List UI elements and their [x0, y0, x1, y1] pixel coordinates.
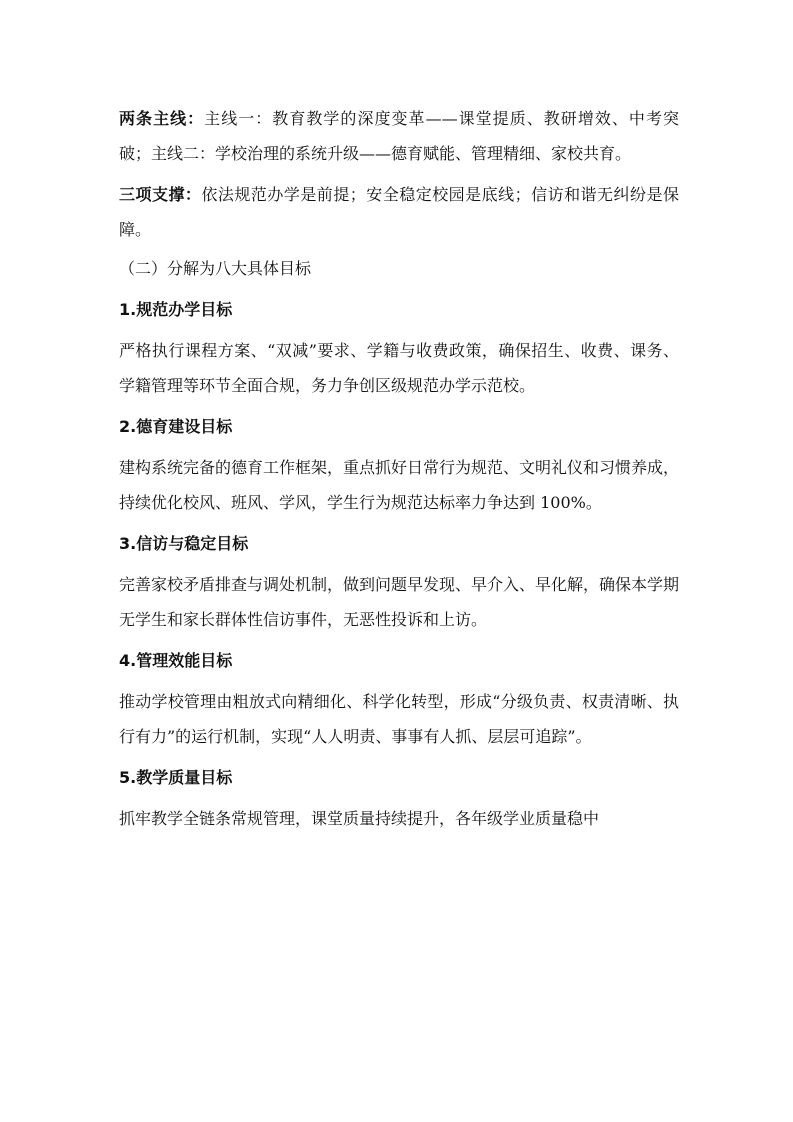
main-lines-lead: 两条主线： — [119, 109, 205, 128]
supports-text: 依法规范办学是前提；安全稳定校园是底线；信访和谐无纠纷是保障。 — [119, 185, 679, 239]
supports-paragraph — [119, 177, 679, 247]
goal-1-text: 严格执行课程方案、“双减”要求、学籍与收费政策，确保招生、收费、课务、学籍管理等环节全面合规，务力争创区级规范办学示范校。 — [119, 341, 679, 395]
goal-5-heading: 5.教学质量目标 — [119, 768, 233, 787]
goal-5-text: 抓牢教学全链条常规管理，课堂质量持续提升，各年级学业质量稳中 — [119, 809, 600, 828]
goal-4-text: 推动学校管理由粗放式向精细化、科学化转型，形成“分级负责、权责清晰、执行有力”的运行机制，实现“人人明责、事事有人抓、层层可追踪”。 — [119, 692, 679, 746]
document-body — [119, 101, 679, 836]
section-subheading: （二）分解为八大具体目标 — [119, 259, 312, 278]
goal-3-text: 完善家校矛盾排查与调处机制，做到问题早发现、早介入、早化解，确保本学期无学生和家长群体性信访事件，无恶性投诉和上访。 — [119, 575, 680, 629]
goal-4-heading: 4.管理效能目标 — [119, 651, 233, 670]
goal-3-heading: 3.信访与稳定目标 — [119, 534, 249, 553]
goal-1-heading: 1.规范办学目标 — [119, 300, 233, 319]
goal-2-heading: 2.德育建设目标 — [119, 417, 233, 436]
main-lines-text: 主线一：教育教学的深度变革——课堂提质、教研增效、中考突破；主线二：学校治理的系统升级——德育赋能、管理精细、家校共育。 — [119, 109, 679, 163]
goal-2-text: 建构系统完备的德育工作框架，重点抓好日常行为规范、文明礼仪和习惯养成，持续优化校风、班风、学风，学生行为规范达标率力争达到 100%。 — [119, 458, 680, 512]
main-lines-paragraph — [119, 101, 679, 171]
supports-lead: 三项支撑： — [119, 185, 202, 204]
